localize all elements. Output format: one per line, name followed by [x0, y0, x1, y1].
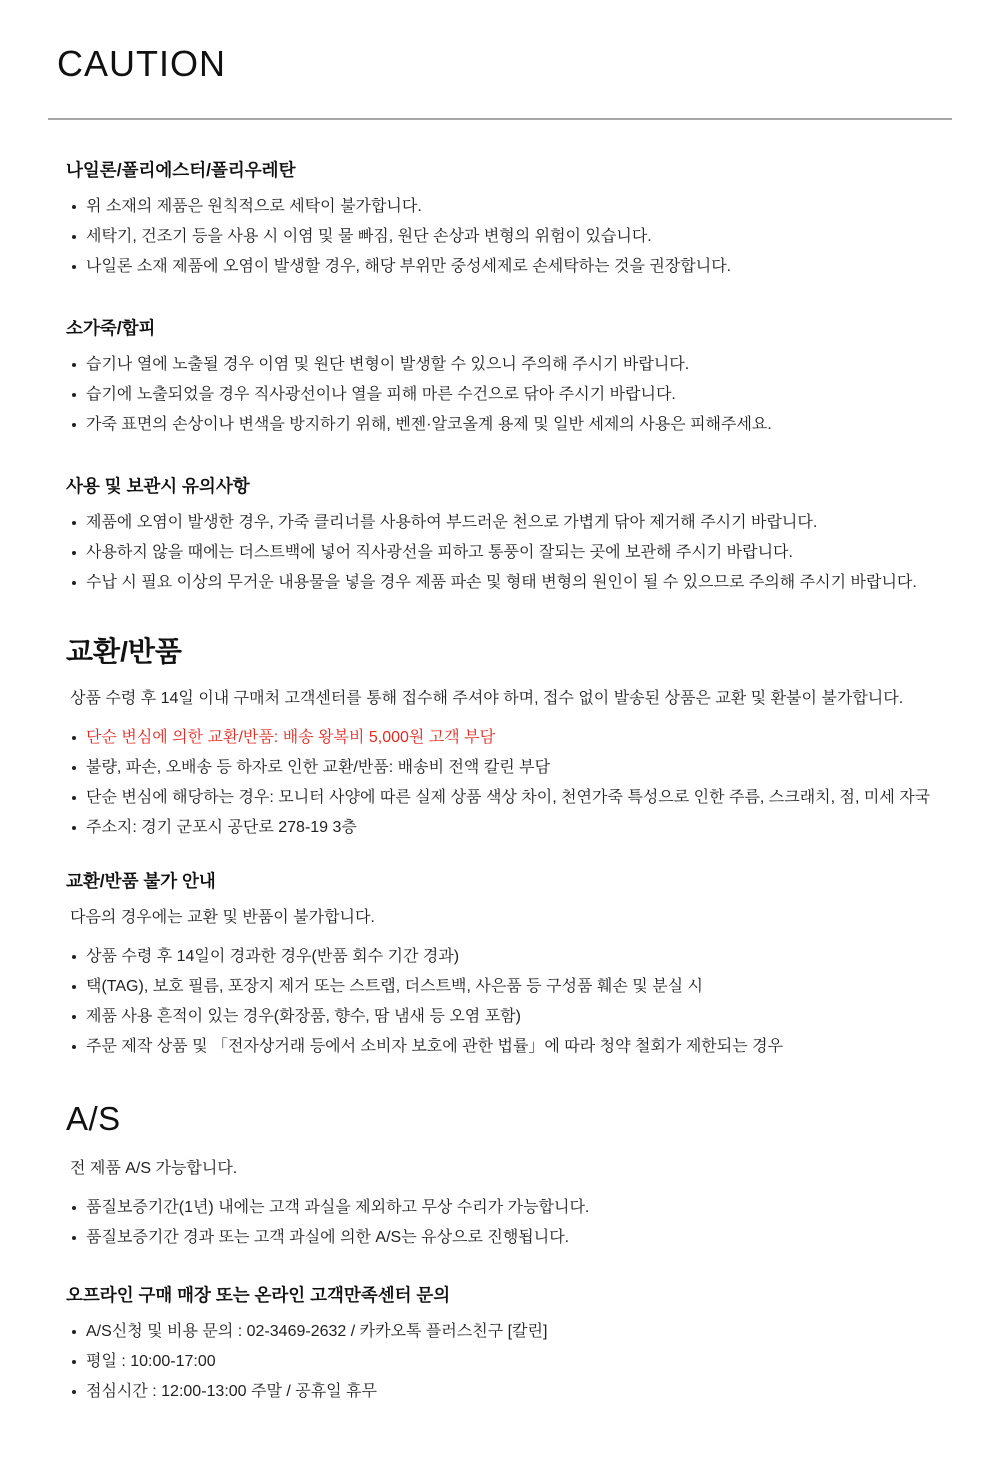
section-heading: 사용 및 보관시 유의사항 [66, 476, 250, 496]
bullet-item: 점심시간 : 12:00-13:00 주말 / 공휴일 휴무 [72, 1377, 952, 1407]
care-section-storage [66, 476, 952, 598]
after-service-section [66, 1100, 952, 1253]
as-heading: A/S [66, 1100, 121, 1137]
exchange-intro: 상품 수령 후 14일 이내 구매처 고객센터를 통해 접수해 주셔야 하며, 접수 없이 발송된 상품은 교환 및 환불이 불가합니다. [70, 690, 904, 707]
bullet-item: 제품에 오염이 발생한 경우, 가죽 클리너를 사용하여 부드러운 천으로 가볍게 닦아 제거해 주시기 바랍니다. [72, 508, 952, 538]
section-heading: 교환/반품 불가 안내 [66, 871, 216, 891]
bullet-item: 사용하지 않을 때에는 더스트백에 넣어 직사광선을 피하고 통풍이 잘되는 곳에 보관해 주시기 바랍니다. [72, 538, 952, 568]
bullet-item: 제품 사용 흔적이 있는 경우(화장품, 향수, 땀 냄새 등 오염 포함) [72, 1002, 952, 1032]
bullet-item: 상품 수령 후 14일이 경과한 경우(반품 회수 기간 경과) [72, 942, 952, 972]
as-contact-section [66, 1285, 952, 1407]
bullet-item: A/S신청 및 비용 문의 : 02-3469-2632 / 카카오톡 플러스친구 [칼린] [72, 1317, 952, 1347]
bullet-item: 가죽 표면의 손상이나 변색을 방지하기 위해, 벤젠·알코올계 용제 및 일반 세제의 사용은 피해주세요. [72, 410, 952, 440]
section-heading: 소가죽/합피 [66, 318, 156, 338]
restrictions-intro: 다음의 경우에는 교환 및 반품이 불가합니다. [70, 909, 375, 926]
divider [48, 118, 952, 120]
exchange-return-section [66, 636, 952, 843]
bullet-list [72, 508, 952, 598]
bullet-item: 평일 : 10:00-17:00 [72, 1347, 952, 1377]
bullet-item: 택(TAG), 보호 필름, 포장지 제거 또는 스트랩, 더스트백, 사은품 등 구성품 훼손 및 분실 시 [72, 972, 952, 1002]
bullet-list [72, 350, 952, 440]
bullet-item: 위 소재의 제품은 원칙적으로 세탁이 불가합니다. [72, 192, 952, 222]
bullet-item: 주소지: 경기 군포시 공단로 278-19 3층 [72, 813, 952, 843]
bullet-item: 수납 시 필요 이상의 무거운 내용물을 넣을 경우 제품 파손 및 형태 변형의 원인이 될 수 있으므로 주의해 주시기 바랍니다. [72, 568, 952, 598]
care-section-leather [66, 318, 952, 440]
care-section-nylon [66, 160, 952, 282]
bullet-list [72, 1317, 952, 1407]
bullet-list [72, 192, 952, 282]
section-heading: 오프라인 구매 매장 또는 온라인 고객만족센터 문의 [66, 1285, 451, 1305]
bullet-item: 습기에 노출되었을 경우 직사광선이나 열을 피해 마른 수건으로 닦아 주시기 바랍니다. [72, 380, 952, 410]
bullet-item: 세탁기, 건조기 등을 사용 시 이염 및 물 빠짐, 원단 손상과 변형의 위험이 있습니다. [72, 222, 952, 252]
section-heading: 나일론/폴리에스터/폴리우레탄 [66, 160, 296, 180]
bullet-item-highlighted: 단순 변심에 의한 교환/반품: 배송 왕복비 5,000원 고객 부담 [72, 723, 952, 753]
bullet-item: 단순 변심에 해당하는 경우: 모니터 사양에 따른 실제 상품 색상 차이, 천연가죽 특성으로 인한 주름, 스크래치, 점, 미세 자국 [72, 783, 952, 813]
bullet-item: 나일론 소재 제품에 오염이 발생할 경우, 해당 부위만 중성세제로 손세탁하는 것을 권장합니다. [72, 252, 952, 282]
page-title: CAUTION [57, 43, 226, 84]
bullet-list [72, 723, 952, 843]
bullet-item: 주문 제작 상품 및 「전자상거래 등에서 소비자 보호에 관한 법률」에 따라 청약 철회가 제한되는 경우 [72, 1032, 952, 1062]
as-intro: 전 제품 A/S 가능합니다. [70, 1160, 238, 1177]
bullet-item: 품질보증기간(1년) 내에는 고객 과실을 제외하고 무상 수리가 가능합니다. [72, 1193, 952, 1223]
bullet-item: 불량, 파손, 오배송 등 하자로 인한 교환/반품: 배송비 전액 칼린 부담 [72, 753, 952, 783]
bullet-list [72, 942, 952, 1062]
exchange-restrictions-section [66, 871, 952, 1062]
bullet-list [72, 1193, 952, 1253]
bullet-item: 품질보증기간 경과 또는 고객 과실에 의한 A/S는 유상으로 진행됩니다. [72, 1223, 952, 1253]
exchange-heading: 교환/반품 [66, 636, 182, 667]
bullet-item: 습기나 열에 노출될 경우 이염 및 원단 변형이 발생할 수 있으니 주의해 주시기 바랍니다. [72, 350, 952, 380]
